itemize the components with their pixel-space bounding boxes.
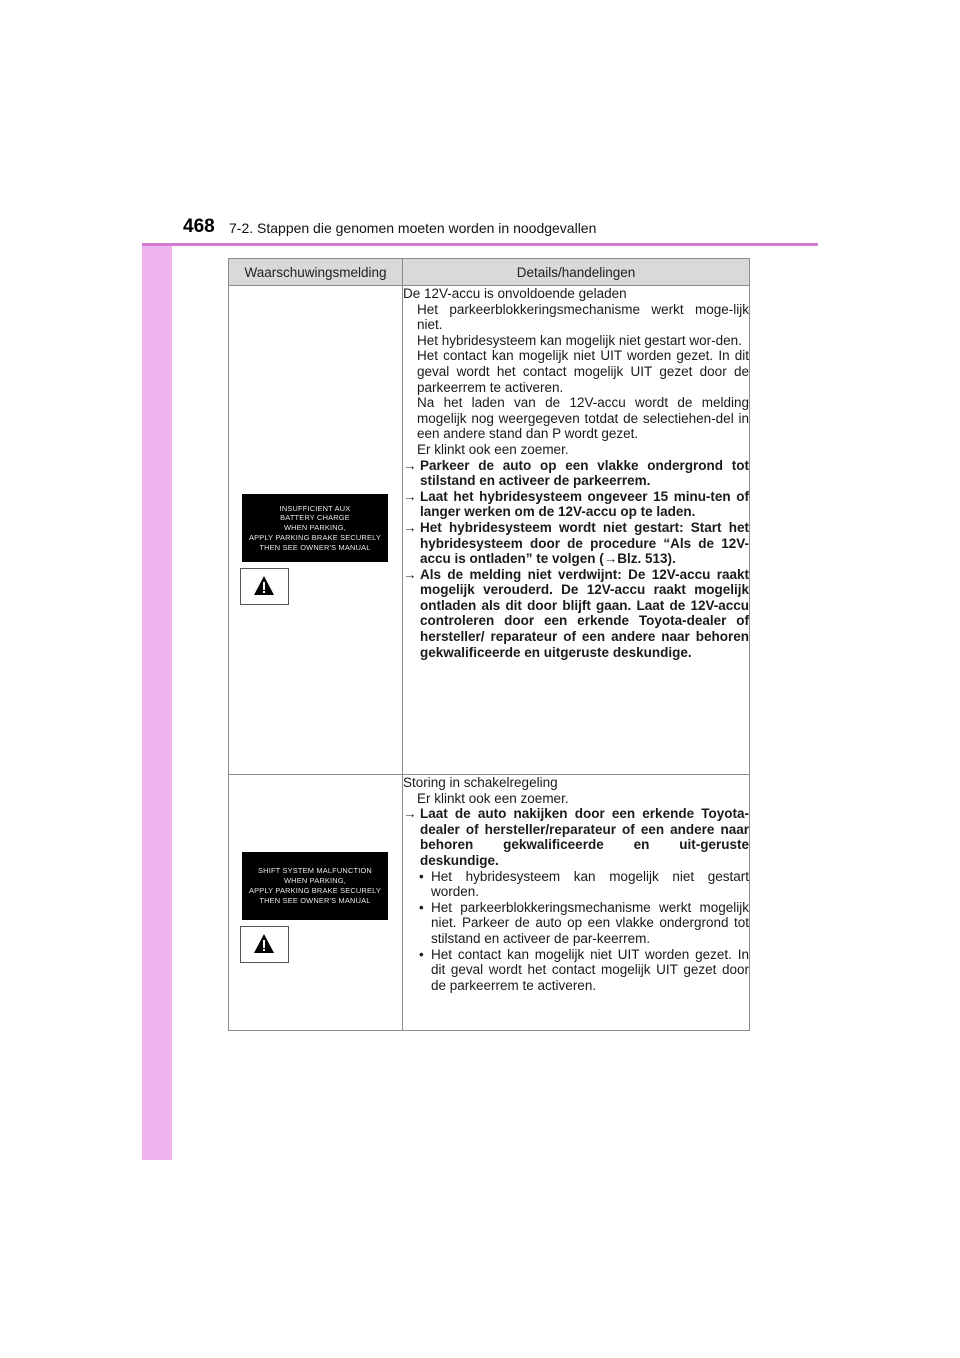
page-number: 468	[183, 216, 215, 237]
screen-line: THEN SEE OWNER'S MANUAL	[259, 895, 371, 905]
action-item	[403, 520, 749, 567]
column-header-warning: Waarschuwingsmelding	[229, 259, 403, 286]
arrow-icon: →	[403, 566, 417, 582]
screen-line: APPLY PARKING BRAKE SECURELY	[249, 532, 381, 542]
bullet-text: Het parkeerblokkeringsmechanisme werkt mogelijk niet. Parkeer de auto op een vlakke ondergrond tot stilstand en activeer de par-keerrem.	[431, 899, 749, 946]
warning-image-cell	[229, 775, 403, 1031]
bullet-item	[403, 869, 749, 900]
action-item	[403, 458, 749, 489]
table-header-row	[229, 259, 750, 286]
warning-triangle-icon	[240, 568, 289, 605]
screen-line: SHIFT SYSTEM MALFUNCTION	[258, 866, 372, 876]
detail-note: Het parkeerblokkeringsmechanisme werkt moge-lijk niet.	[417, 301, 749, 333]
chapter-side-band	[142, 198, 172, 1160]
action-text: Laat de auto nakijken door een erkende Toyota-dealer of hersteller/reparateur of een andere naar behoren gekwalificeerde en uit-geruste deskundige.	[420, 806, 749, 868]
action-text: Parkeer de auto op een vlakke ondergrond tot stilstand en activeer de parkeerrem.	[420, 457, 749, 489]
detail-note: Er klinkt ook een zoemer.	[417, 441, 569, 457]
action-text: Het hybridesysteem wordt niet gestart: Start het hybridesysteem door de procedure “Als de 12V-accu is ontladen” te volgen (→Blz. 513).	[420, 519, 749, 567]
action-text: Als de melding niet verdwijnt: De 12V-accu raakt mogelijk verouderd. De 12V-accu raakt mogelijk ontladen als dit door blijft gaan. Laat de 12V-accu controleren door een erkende Toyota-dealer of hersteller/ reparateur of een andere naar behoren gekwalificeerde en uitgeruste deskundige.	[420, 566, 749, 660]
detail-note: Er klinkt ook een zoemer.	[417, 790, 569, 806]
detail-title: De 12V-accu is onvoldoende geladen	[403, 286, 627, 301]
action-item	[403, 567, 749, 661]
detail-title: Storing in schakelregeling	[403, 775, 558, 790]
arrow-icon: →	[403, 488, 417, 504]
screen-line: WHEN PARKING,	[283, 523, 346, 533]
bullet-item	[403, 947, 749, 994]
bullet-icon: •	[419, 868, 424, 884]
header-rule	[142, 243, 818, 246]
action-item	[403, 806, 749, 868]
details-cell	[403, 775, 750, 1031]
screen-line: INSUFFICIENT AUX	[279, 503, 351, 513]
detail-note: Het hybridesysteem kan mogelijk niet gestart wor-den.	[417, 332, 742, 348]
detail-note: Het contact kan mogelijk niet UIT worden gezet. In dit geval wordt het contact mogelijk UIT gezet door de parkeerrem te activeren.	[417, 348, 749, 395]
screen-line: APPLY PARKING BRAKE SECURELY	[249, 886, 381, 895]
warning-messages-table	[228, 258, 750, 1031]
action-text: Laat het hybridesysteem ongeveer 15 minu-ten of langer werken om de 12V-accu op te laden.	[420, 488, 749, 520]
bullet-text: Het hybridesysteem kan mogelijk niet gestart worden.	[431, 868, 749, 900]
display-screen-shift-malfunction	[242, 852, 388, 920]
screen-line: BATTERY CHARGE	[280, 513, 350, 523]
warning-triangle-icon	[240, 926, 289, 963]
column-header-details: Details/handelingen	[403, 259, 750, 286]
table-row	[229, 775, 750, 1031]
arrow-icon: →	[403, 519, 417, 535]
warning-image-cell	[229, 286, 403, 775]
bullet-icon: •	[419, 946, 424, 962]
arrow-icon: →	[403, 806, 417, 822]
bullet-icon: •	[419, 899, 424, 915]
detail-note: Na het laden van de 12V-accu wordt de melding mogelijk nog weergegeven totdat de selectiehen-del in een andere stand dan P wordt gezet.	[417, 395, 749, 442]
bullet-item	[403, 900, 749, 947]
section-title: 7-2. Stappen die genomen moeten worden in noodgevallen	[229, 220, 597, 236]
action-item	[403, 489, 749, 520]
screen-line: THEN SEE OWNER'S MANUAL	[259, 542, 371, 552]
screen-line: WHEN PARKING,	[283, 876, 346, 886]
details-cell	[403, 286, 750, 775]
display-screen-insufficient-aux	[242, 494, 388, 562]
table-row	[229, 286, 750, 775]
bullet-text: Het contact kan mogelijk niet UIT worden gezet. In dit geval wordt het contact mogelijk UIT gezet door de parkeerrem te activeren.	[431, 946, 749, 993]
arrow-icon: →	[403, 457, 417, 473]
